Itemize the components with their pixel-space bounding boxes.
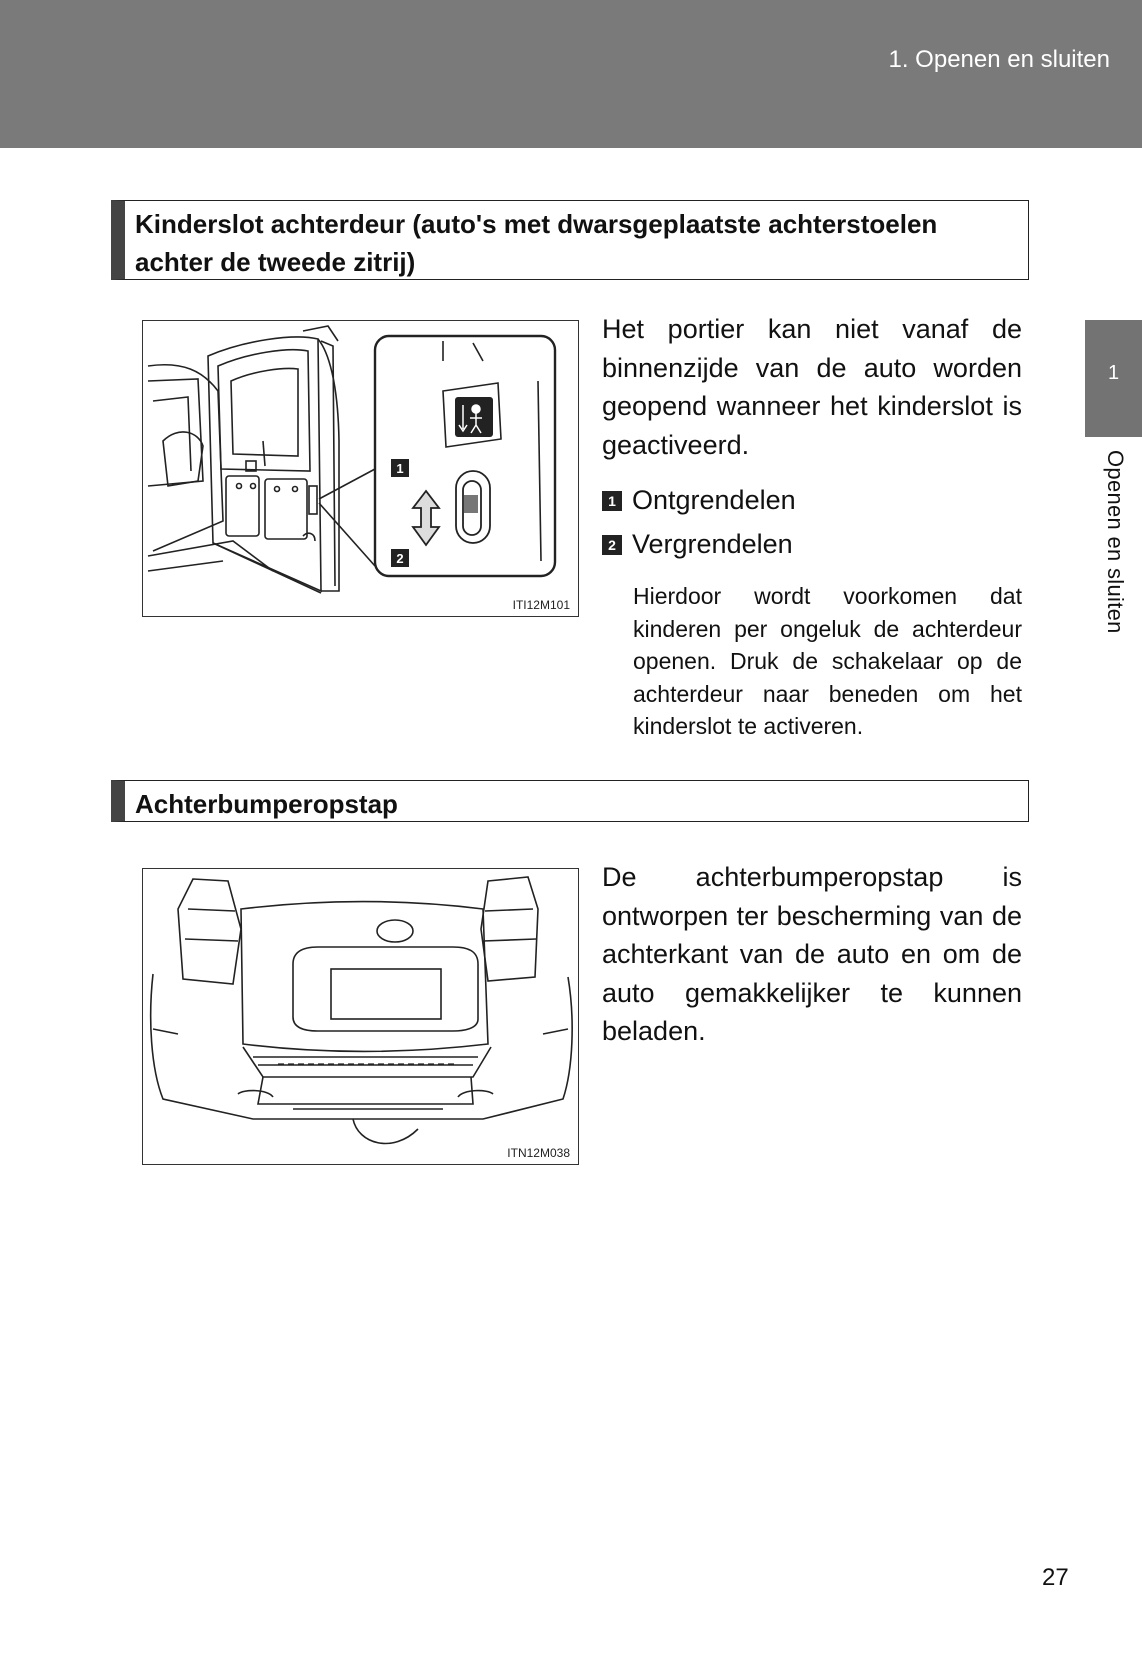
chapter-tab	[1085, 320, 1142, 437]
step-label: Ontgrendelen	[632, 485, 796, 515]
section-heading-child-lock: Kinderslot achterdeur (auto's met dwarsgeplaatste achterstoelen achter de tweede zitrij)	[111, 200, 1029, 280]
child-lock-illustration	[143, 321, 579, 617]
svg-text:1: 1	[396, 461, 404, 476]
step-badge: 2	[602, 535, 622, 555]
svg-text:2: 2	[396, 551, 404, 566]
page-number: 27	[1042, 1564, 1069, 1591]
figure-child-lock	[142, 320, 579, 617]
bumper-step-description: De achterbumperopstap is ontworpen ter bescherming van de achterkant van de auto en om de auto gemakkelijker te kunnen beladen.	[602, 862, 1022, 1046]
chapter-title: 1. Openen en sluiten	[888, 46, 1110, 73]
chapter-side-label: Openen en sluiten	[1103, 450, 1128, 634]
section-heading-bumper-step: Achterbumperopstap	[111, 780, 1029, 822]
figure-badge-2	[391, 549, 409, 567]
figure-bumper-step	[142, 868, 579, 1165]
step-label: Vergrendelen	[632, 529, 793, 559]
figure-code: ITN12M038	[507, 1146, 570, 1160]
step-badge: 1	[602, 491, 622, 511]
figure-badge-1	[391, 459, 409, 477]
step-unlock	[602, 485, 796, 516]
figure-code: ITI12M101	[512, 598, 570, 612]
step-lock	[602, 529, 793, 560]
chapter-tab-number: 1	[1107, 362, 1120, 384]
child-lock-description: Het portier kan niet vanaf de binnenzijde van de auto worden geopend wanneer het kinderslot is geactiveerd.	[602, 314, 1022, 460]
child-lock-note: Hierdoor wordt voorkomen dat kinderen per ongeluk de achterdeur openen. Druk de schakelaar op de achterdeur naar beneden om het kinderslot te activeren.	[633, 583, 1022, 739]
bumper-step-illustration	[143, 869, 579, 1165]
header-band	[0, 0, 1142, 148]
